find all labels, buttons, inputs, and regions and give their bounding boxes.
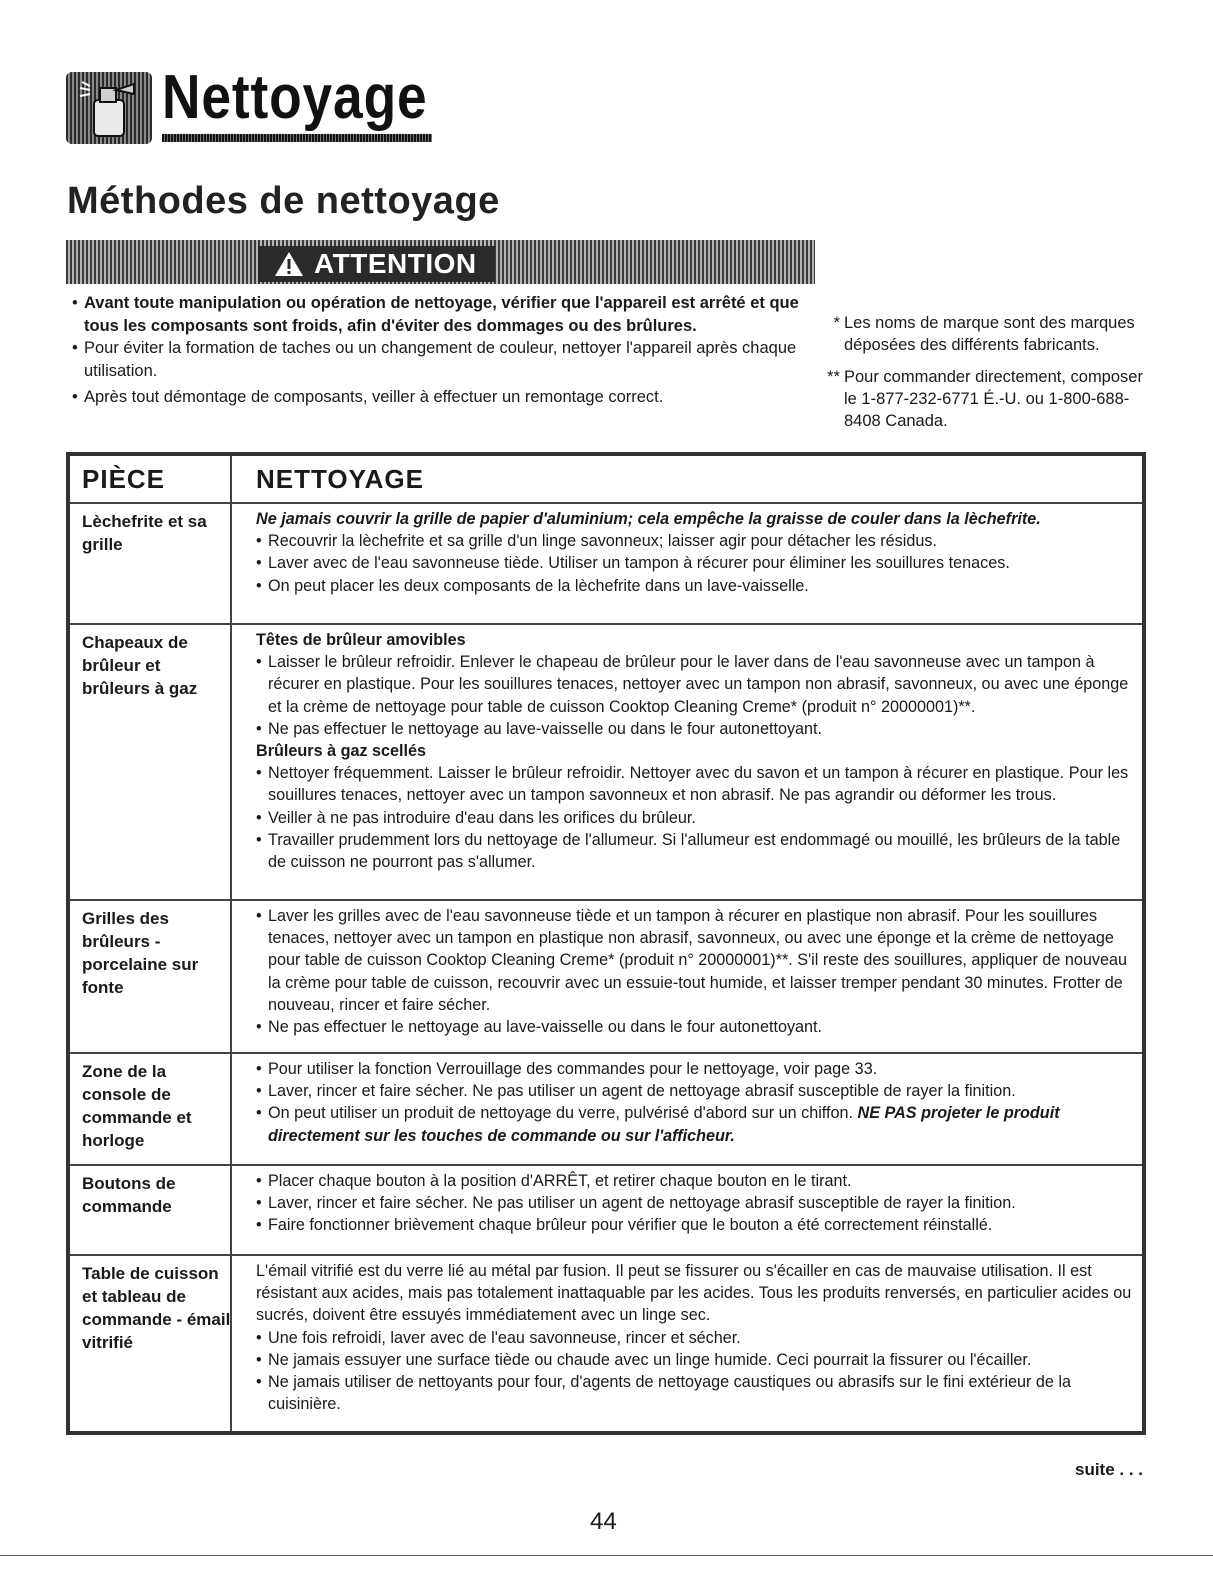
title-underline (162, 134, 432, 142)
row-content: Têtes de brûleur amovibles • Laisser le brûleur refroidir. Enlever le chapeau de brûleur pour le laver dans de l'eau savonneuse avec un tampon à récurer en plastique. Pour les souillures tenaces, nettoyer avec un tampon non abrasif, savonneux, ou avec une éponge et la crème de nettoyage pour table de cuisson Cooktop Cleaning Creme* (produit n° 20000001)**. • Ne pas effectuer le nettoyage au lave-vaisselle ou dans le four autonettoyant. Brûleurs à gaz scellés • Nettoyer fréquemment. Laisser le brûleur refroidir. Nettoyer avec du savon et un tampon à récurer en plastique. Pour les souillures tenaces, nettoyer avec un tampon savonneux et non abrasif. Ne pas agrandir ou déformer les trous. • Veiller à ne pas introduire d'eau dans les orifices du brûleur. • Travailler prudemment lors du nettoyage de l'allumeur. Si l'allumeur est endommagé ou mouillé, les brûleurs de la table de cuisson ne pourront pas s'allumer. (256, 631, 1129, 872)
row-content: L'émail vitrifié est du verre lié au métal par fusion. Il peut se fissurer ou s'écailler en cas de mauvaise utilisation. Il est résistant aux acides, mais pas totalement inattaquable par les acides. Tous les produits renversés, en particulier acides ou sucrés, doivent être essuyés immédiatement avec un linge sec. • Une fois refroidi, laver avec de l'eau savonneuse, rincer et sécher. • Ne jamais essuyer une surface tiède ou chaude avec un linge humide. Ceci pourrait la fissurer ou l'écailler. • Ne jamais utiliser de nettoyants pour four, d'agents de nettoyage caustiques ou abrasifs sur le fini extérieur de la cuisinière. (256, 1262, 1132, 1414)
table-row (70, 502, 1142, 625)
table-row (70, 1164, 1142, 1256)
footnote-order: ** Pour commander directement, composer le 1-877-232-6771 É.-U. ou 1-800-688-8408 Canada. (827, 368, 1143, 430)
footnote-trademark: * Les noms de marque sont des marques déposées des différents fabricants. (833, 314, 1135, 354)
header-part: PIÈCE (82, 464, 166, 494)
row-content: • Pour utiliser la fonction Verrouillage des commandes pour le nettoyage, voir page 33. • Laver, rincer et faire sécher. Ne pas utiliser un agent de nettoyage abrasif susceptible de rayer la finition. • On peut utiliser un produit de nettoyage du verre, pulvérisé d'abord sur un chiffon. NE PAS projeter le produit directement sur les touches de commande ou sur l'afficheur. (256, 1060, 1060, 1145)
page-number: 44 (590, 1508, 617, 1535)
row-content: Ne jamais couvrir la grille de papier d'aluminium; cela empêche la graisse de couler dans la lèchefrite. • Recouvrir la lèchefrite et sa grille d'un linge savonneux; laisser agir pour détacher les résidus. • Laver avec de l'eau savonneuse tiède. Utiliser un tampon à récurer pour éliminer les souillures tenaces. • On peut placer les deux composants de la lèchefrite dans un lave-vaisselle. (256, 510, 1041, 595)
table-row (70, 899, 1142, 1054)
table-row (70, 1254, 1142, 1433)
row-content: • Placer chaque bouton à la position d'ARRÊT, et retirer chaque bouton en le tirant. • Laver, rincer et faire sécher. Ne pas utiliser un agent de nettoyage abrasif susceptible de rayer la finition. • Faire fonctionner brièvement chaque brûleur pour vérifier que le bouton a été correctement réinstallé. (256, 1172, 1016, 1235)
footnotes (818, 312, 1158, 442)
warning-triangle-icon (274, 250, 304, 278)
bottom-rule (0, 1555, 1213, 1556)
continued-label: suite . . . (1075, 1460, 1144, 1479)
attention-label (258, 246, 495, 282)
row-part: Zone de la console de commande et horloge (82, 1062, 192, 1150)
table-row (70, 623, 1142, 901)
row-part: Table de cuisson et tableau de commande - émail vitrifié (82, 1264, 231, 1352)
table-row (70, 1052, 1142, 1166)
attention-bullets (72, 292, 817, 409)
section-title: Méthodes de nettoyage (67, 180, 500, 222)
attention-bullet: • Avant toute manipulation ou opération de nettoyage, vérifier que l'appareil est arrêté et que tous les composants sont froids, afin d'éviter des dommages ou des brûlures. (72, 294, 799, 335)
row-part: Boutons de commande (82, 1174, 176, 1216)
attention-bullet: • Pour éviter la formation de taches ou un changement de couleur, nettoyer l'appareil après chaque utilisation. (72, 339, 797, 380)
page-header (66, 58, 486, 148)
row-part: Grilles des brûleurs - porcelaine sur fonte (82, 909, 199, 997)
attention-text: ATTENTION (314, 248, 477, 279)
page-title: Nettoyage (162, 63, 428, 132)
table-header-row (70, 456, 1142, 502)
header-cleaning: NETTOYAGE (256, 464, 424, 494)
attention-bullet: • Après tout démontage de composants, veiller à effectuer un remontage correct. (72, 388, 664, 406)
row-part: Lèchefrite et sa grille (82, 512, 207, 554)
row-content: • Laver les grilles avec de l'eau savonneuse tiède et un tampon à récurer en plastique non abrasif. Pour les souillures tenaces, nettoyer avec un tampon en plastique non abrasif, savonneux, ou avec une éponge et la crème de nettoyage pour table de cuisson Cooktop Cleaning Creme* (produit n° 20000001)**. S'il reste des souillures, appliquer de nouveau la crème pour table de cuisson, recouvrir avec un essuie-tout humide, et laisser tremper pendant 30 minutes. Frotter de nouveau, rincer et faire sécher. • Ne pas effectuer le nettoyage au lave-vaisselle ou dans le four autonettoyant. (256, 907, 1128, 1037)
cleaning-table (66, 452, 1146, 1435)
row-part: Chapeaux de brûleur et brûleurs à gaz (82, 633, 198, 698)
spray-bottle-icon (66, 72, 152, 144)
